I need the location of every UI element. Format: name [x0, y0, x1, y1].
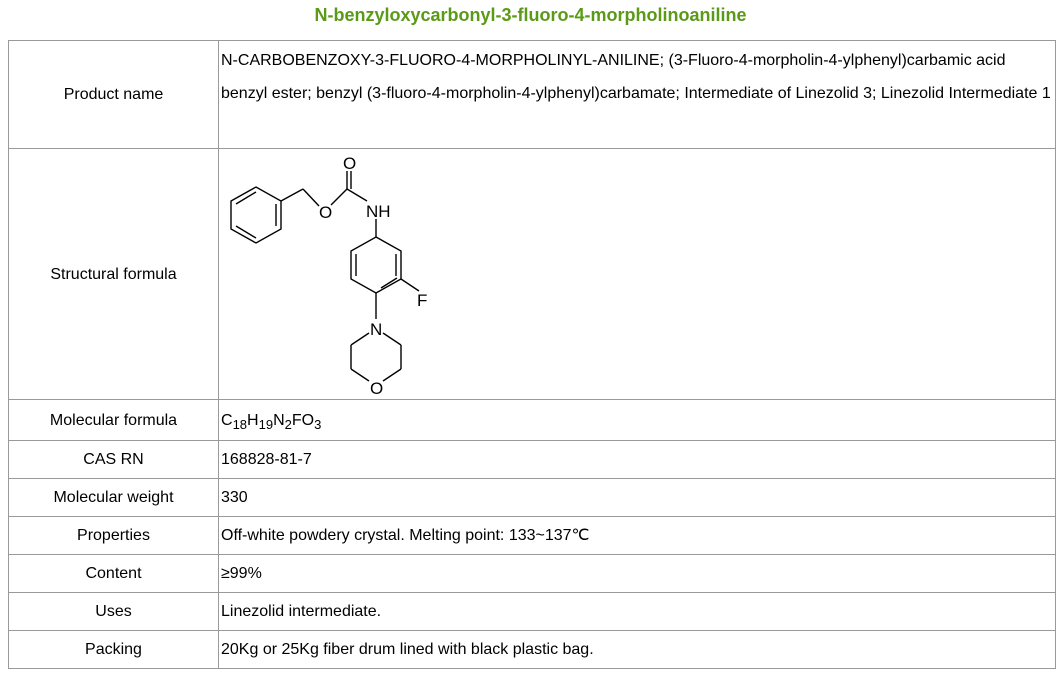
mf-fo: FO [291, 411, 315, 429]
packing-value: 20Kg or 25Kg fiber drum lined with black plastic bag. [219, 631, 1056, 669]
structural-formula-cell [219, 149, 1056, 400]
structural-formula-image [221, 151, 481, 397]
row-label-properties: Properties [9, 517, 219, 555]
atom-label-carbonyl-o: O [343, 154, 357, 173]
table-row [9, 517, 1056, 555]
row-label-molecular-weight: Molecular weight [9, 479, 219, 517]
row-label-structural-formula: Structural formula [9, 149, 219, 400]
content-value: ≥99% [219, 555, 1056, 593]
properties-value: Off-white powdery crystal. Melting point: 133~137℃ [219, 517, 1056, 555]
row-label-product-name: Product name [9, 41, 219, 149]
table-row [9, 41, 1056, 149]
mf-h: H [247, 411, 259, 429]
spec-table [8, 40, 1056, 669]
cas-rn-value: 168828-81-7 [219, 441, 1056, 479]
atom-label-f: F [417, 291, 428, 310]
table-row [9, 479, 1056, 517]
molecular-formula-value [219, 400, 1056, 441]
product-name-value: N-CARBOBENZOXY-3-FLUORO-4-MORPHOLINYL-ANILINE; (3-Fluoro-4-morpholin-4-ylphenyl)carbamic acid benzyl ester; benzyl (3-fluoro-4-morpholin-4-ylphenyl)carbamate; Intermediate of Linezolid 3; Linezolid Intermediate 1 [219, 41, 1056, 149]
table-row [9, 631, 1056, 669]
row-label-uses: Uses [9, 593, 219, 631]
row-label-content: Content [9, 555, 219, 593]
molecular-weight-value: 330 [219, 479, 1056, 517]
atom-label-n: N [370, 320, 383, 339]
table-row [9, 593, 1056, 631]
mf-c-count: 18 [232, 416, 248, 432]
mf-n: N [273, 411, 285, 429]
atom-label-ring-o: O [370, 379, 384, 397]
row-label-cas-rn: CAS RN [9, 441, 219, 479]
table-row [9, 441, 1056, 479]
mf-h-count: 19 [258, 416, 274, 432]
row-label-packing: Packing [9, 631, 219, 669]
mf-n-count: 2 [284, 416, 292, 432]
table-row [9, 149, 1056, 400]
mf-o-count: 3 [314, 416, 322, 432]
uses-value: Linezolid intermediate. [219, 593, 1056, 631]
mf-c: C [221, 411, 233, 429]
atom-label-ester-o: O [319, 203, 333, 222]
row-label-molecular-formula: Molecular formula [9, 400, 219, 441]
table-row [9, 400, 1056, 441]
atom-label-nh: NH [366, 202, 391, 221]
page-title: N-benzyloxycarbonyl-3-fluoro-4-morpholinoaniline [314, 5, 747, 25]
table-row [9, 555, 1056, 593]
